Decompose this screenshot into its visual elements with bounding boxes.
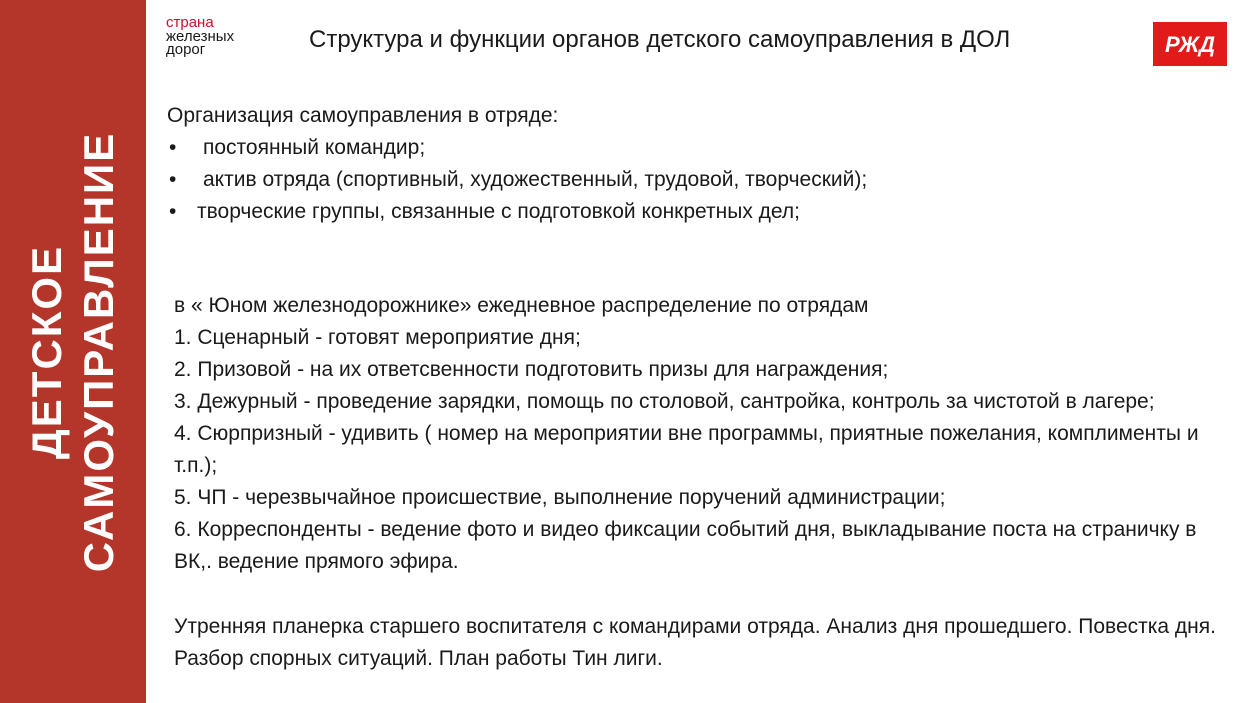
numbered-item: 6. Корреспонденты - ведение фото и видео фиксации событий дня, выкладывание поста на страничку в ВК,. ведение прямого эфира. <box>174 518 1197 573</box>
page-title: Структура и функции органов детского самоуправления в ДОЛ <box>309 26 1011 53</box>
spacer <box>174 578 1227 611</box>
vertical-title-line2: САМОУПРАВЛЕНИЕ <box>75 131 122 573</box>
numbered-item: 1. Сценарный - готовят мероприятие дня; <box>174 326 581 349</box>
slide-content <box>167 100 1227 675</box>
section2-block <box>167 290 1227 675</box>
sidebar-banner <box>0 0 146 703</box>
bullet-list <box>167 132 1227 228</box>
spacer <box>167 228 1227 290</box>
brand-line3: дорог <box>166 41 206 58</box>
rzd-logo <box>1153 22 1227 66</box>
numbered-item: 4. Сюрпризный - удивить ( номер на мероприятии вне программы, приятные пожелания, комплименты и т.п.); <box>174 422 1199 477</box>
numbered-item: 3. Дежурный - проведение зарядки, помощь по столовой, сантройка, контроль за чистотой в лагере; <box>174 390 1155 413</box>
vertical-title-line1: ДЕТСКОЕ <box>23 244 70 460</box>
numbered-item: 2. Призовой - на их ответсвенности подготовить призы для награждения; <box>174 358 889 381</box>
brand-logo-text <box>166 16 234 57</box>
closing-paragraph: Утренняя планерка старшего воспитателя с командирами отряда. Анализ дня прошедшего. Повестка дня. Разбор спорных ситуаций. План работы Тин лиги. <box>174 615 1216 670</box>
vertical-section-title <box>21 132 125 573</box>
bullet-item: • постоянный командир; <box>167 132 1227 164</box>
section1-heading: Организация самоуправления в отряде: <box>167 104 559 127</box>
bullet-item: • актив отряда (спортивный, художественный, трудовой, творческий); <box>167 164 1227 196</box>
brand-line2: железных <box>166 27 235 45</box>
rzd-logo-letters: РЖД <box>1164 32 1216 57</box>
section2-heading: в « Юном железнодорожнике» ежедневное распределение по отрядам <box>174 294 869 317</box>
brand-line1: страна <box>166 14 214 31</box>
numbered-item: 5. ЧП - черезвычайное происшествие, выполнение поручений администрации; <box>174 486 946 509</box>
bullet-item: • творческие группы, связанные с подготовкой конкретных дел; <box>167 196 1227 228</box>
rzd-logo-icon <box>1159 29 1221 59</box>
